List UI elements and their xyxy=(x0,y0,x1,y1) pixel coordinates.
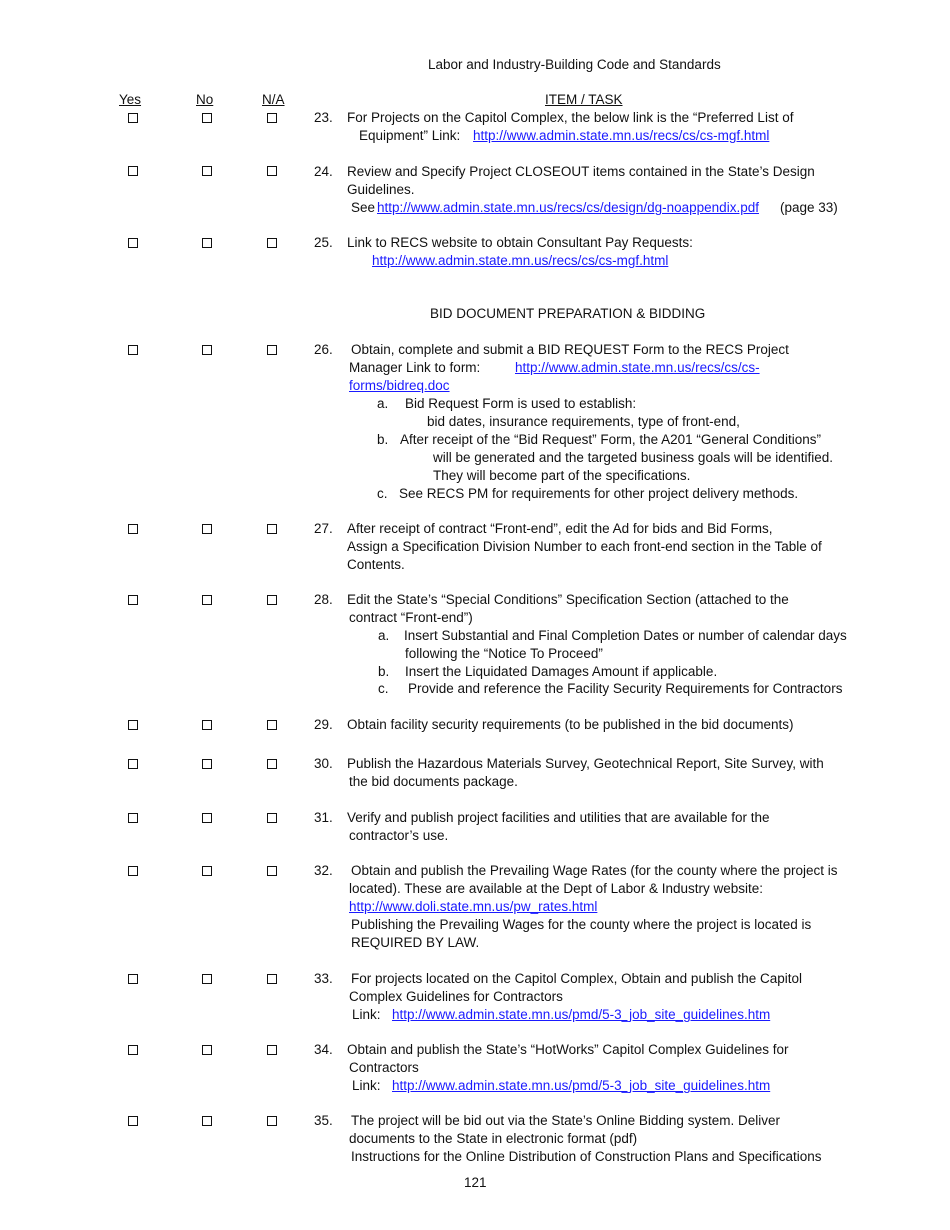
consultant-pay-requests-link[interactable]: http://www.admin.state.mn.us/recs/cs/cs-mgf.html xyxy=(372,253,669,268)
checkbox-no-35[interactable] xyxy=(202,1116,212,1126)
sub-item-text: will be generated and the targeted business goals will be identified. xyxy=(433,450,834,465)
item-number: 25. xyxy=(314,235,333,250)
checkbox-no-27[interactable] xyxy=(202,524,212,534)
checkbox-yes-24[interactable] xyxy=(128,166,138,176)
checkbox-na-32[interactable] xyxy=(267,866,277,876)
item-text: the bid documents package. xyxy=(349,774,518,789)
item-number: 26. xyxy=(314,342,333,357)
checkbox-yes-33[interactable] xyxy=(128,974,138,984)
checkbox-yes-26[interactable] xyxy=(128,345,138,355)
page-header-title: Labor and Industry-Building Code and Standards xyxy=(428,57,721,72)
checkbox-na-35[interactable] xyxy=(267,1116,277,1126)
checkbox-na-28[interactable] xyxy=(267,595,277,605)
hotworks-guidelines-link[interactable]: http://www.admin.state.mn.us/pmd/5-3_job_site_guidelines.htm xyxy=(392,1078,771,1093)
checkbox-no-25[interactable] xyxy=(202,238,212,248)
item-number: 28. xyxy=(314,592,333,607)
column-header-no: No xyxy=(196,92,214,107)
checkbox-no-33[interactable] xyxy=(202,974,212,984)
checkbox-yes-30[interactable] xyxy=(128,759,138,769)
bid-request-form-link-continued[interactable]: forms/bidreq.doc xyxy=(349,378,450,393)
checkbox-no-31[interactable] xyxy=(202,813,212,823)
sub-item-text: After receipt of the “Bid Request” Form, the A201 “General Conditions” xyxy=(400,432,821,447)
item-text: Edit the State’s “Special Conditions” Specification Section (attached to the xyxy=(347,592,789,607)
sub-item-text: Provide and reference the Facility Security Requirements for Contractors xyxy=(408,681,843,696)
column-header-yes: Yes xyxy=(119,92,142,107)
item-text: Assign a Specification Division Number to each front-end section in the Table of xyxy=(347,539,822,554)
sub-item-text: bid dates, insurance requirements, type of front-end, xyxy=(427,414,740,429)
sub-item-label: b. xyxy=(377,432,389,447)
item-text: Link to RECS website to obtain Consultant Pay Requests: xyxy=(347,235,693,250)
item-text: After receipt of contract “Front-end”, edit the Ad for bids and Bid Forms, xyxy=(347,521,773,536)
item-text: Complex Guidelines for Contractors xyxy=(349,989,563,1004)
checkbox-yes-32[interactable] xyxy=(128,866,138,876)
item-text: See xyxy=(351,200,376,215)
checkbox-yes-23[interactable] xyxy=(128,113,138,123)
checkbox-no-26[interactable] xyxy=(202,345,212,355)
checkbox-na-33[interactable] xyxy=(267,974,277,984)
sub-item-label: c. xyxy=(377,486,388,501)
job-site-guidelines-link[interactable]: http://www.admin.state.mn.us/pmd/5-3_job_site_guidelines.htm xyxy=(392,1007,771,1022)
checkbox-na-30[interactable] xyxy=(267,759,277,769)
item-text: Obtain and publish the State’s “HotWorks” Capitol Complex Guidelines for xyxy=(347,1042,789,1057)
item-text: Link: xyxy=(352,1078,381,1093)
item-number: 27. xyxy=(314,521,333,536)
sub-item-text: following the “Notice To Proceed” xyxy=(405,646,603,661)
item-number: 30. xyxy=(314,756,333,771)
sub-item-label: c. xyxy=(378,681,389,696)
item-text: Guidelines. xyxy=(347,182,415,197)
checkbox-na-31[interactable] xyxy=(267,813,277,823)
sub-item-label: a. xyxy=(377,396,389,411)
item-text: contractor’s use. xyxy=(349,828,449,843)
checkbox-yes-31[interactable] xyxy=(128,813,138,823)
sub-item-text: See RECS PM for requirements for other project delivery methods. xyxy=(399,486,799,501)
checkbox-na-26[interactable] xyxy=(267,345,277,355)
item-text: Verify and publish project facilities and utilities that are available for the xyxy=(347,810,770,825)
checkbox-na-34[interactable] xyxy=(267,1045,277,1055)
item-text: Link: xyxy=(352,1007,381,1022)
prevailing-wage-rates-link[interactable]: http://www.doli.state.mn.us/pw_rates.html xyxy=(349,899,598,914)
item-text: Manager Link to form: xyxy=(349,360,481,375)
bid-request-form-link[interactable]: http://www.admin.state.mn.us/recs/cs/cs- xyxy=(515,360,760,375)
item-text: Obtain facility security requirements (to be published in the bid documents) xyxy=(347,717,794,732)
checkbox-no-28[interactable] xyxy=(202,595,212,605)
checkbox-no-34[interactable] xyxy=(202,1045,212,1055)
item-number: 34. xyxy=(314,1042,333,1057)
item-text: Obtain, complete and submit a BID REQUEST Form to the RECS Project xyxy=(351,342,789,357)
page-number: 121 xyxy=(464,1175,487,1190)
checkbox-no-23[interactable] xyxy=(202,113,212,123)
checkbox-yes-27[interactable] xyxy=(128,524,138,534)
checkbox-no-30[interactable] xyxy=(202,759,212,769)
item-text: Instructions for the Online Distribution of Construction Plans and Specifications xyxy=(351,1149,822,1164)
checkbox-na-23[interactable] xyxy=(267,113,277,123)
item-text: Publishing the Prevailing Wages for the county where the project is located is xyxy=(351,917,812,932)
sub-item-text: Bid Request Form is used to establish: xyxy=(405,396,637,411)
checkbox-yes-25[interactable] xyxy=(128,238,138,248)
checkbox-no-29[interactable] xyxy=(202,720,212,730)
checkbox-na-25[interactable] xyxy=(267,238,277,248)
sub-item-label: b. xyxy=(378,664,390,679)
item-text: Publish the Hazardous Materials Survey, Geotechnical Report, Site Survey, with xyxy=(347,756,824,771)
item-text: documents to the State in electronic format (pdf) xyxy=(349,1131,638,1146)
preferred-equipment-link[interactable]: http://www.admin.state.mn.us/recs/cs/cs-mgf.html xyxy=(473,128,770,143)
checkbox-yes-34[interactable] xyxy=(128,1045,138,1055)
item-number: 35. xyxy=(314,1113,333,1128)
item-text: (page 33) xyxy=(780,200,838,215)
item-text: For projects located on the Capitol Complex, Obtain and publish the Capitol xyxy=(351,971,803,986)
item-text: The project will be bid out via the State’s Online Bidding system. Deliver xyxy=(351,1113,780,1128)
checkbox-yes-35[interactable] xyxy=(128,1116,138,1126)
checkbox-yes-28[interactable] xyxy=(128,595,138,605)
checkbox-yes-29[interactable] xyxy=(128,720,138,730)
item-text: REQUIRED BY LAW. xyxy=(351,935,480,950)
column-header-na: N/A xyxy=(262,92,285,107)
item-text: Review and Specify Project CLOSEOUT items contained in the State’s Design xyxy=(347,164,815,179)
item-number: 23. xyxy=(314,110,333,125)
sub-item-text: Insert the Liquidated Damages Amount if applicable. xyxy=(405,664,718,679)
checkbox-no-24[interactable] xyxy=(202,166,212,176)
item-text: For Projects on the Capitol Complex, the below link is the “Preferred List of xyxy=(347,110,794,125)
sub-item-label: a. xyxy=(378,628,390,643)
item-number: 29. xyxy=(314,717,333,732)
sub-item-text: Insert Substantial and Final Completion Dates or number of calendar days xyxy=(404,628,847,643)
item-text: Contractors xyxy=(349,1060,419,1075)
checkbox-na-27[interactable] xyxy=(267,524,277,534)
section-heading: BID DOCUMENT PREPARATION & BIDDING xyxy=(430,306,706,321)
item-text: located). These are available at the Dept of Labor & Industry website: xyxy=(349,881,763,896)
checkbox-na-29[interactable] xyxy=(267,720,277,730)
item-number: 33. xyxy=(314,971,333,986)
sub-item-text: They will become part of the specifications. xyxy=(433,468,691,483)
item-number: 24. xyxy=(314,164,333,179)
design-guidelines-link[interactable]: http://www.admin.state.mn.us/recs/cs/design/dg-noappendix.pdf xyxy=(377,200,759,215)
column-header-item-task: ITEM / TASK xyxy=(545,92,623,107)
item-text: contract “Front-end”) xyxy=(349,610,473,625)
item-number: 31. xyxy=(314,810,333,825)
item-number: 32. xyxy=(314,863,333,878)
item-text: Contents. xyxy=(347,557,405,572)
checkbox-na-24[interactable] xyxy=(267,166,277,176)
item-text: Obtain and publish the Prevailing Wage Rates (for the county where the project is xyxy=(351,863,838,878)
item-text: Equipment” Link: xyxy=(359,128,461,143)
checkbox-no-32[interactable] xyxy=(202,866,212,876)
